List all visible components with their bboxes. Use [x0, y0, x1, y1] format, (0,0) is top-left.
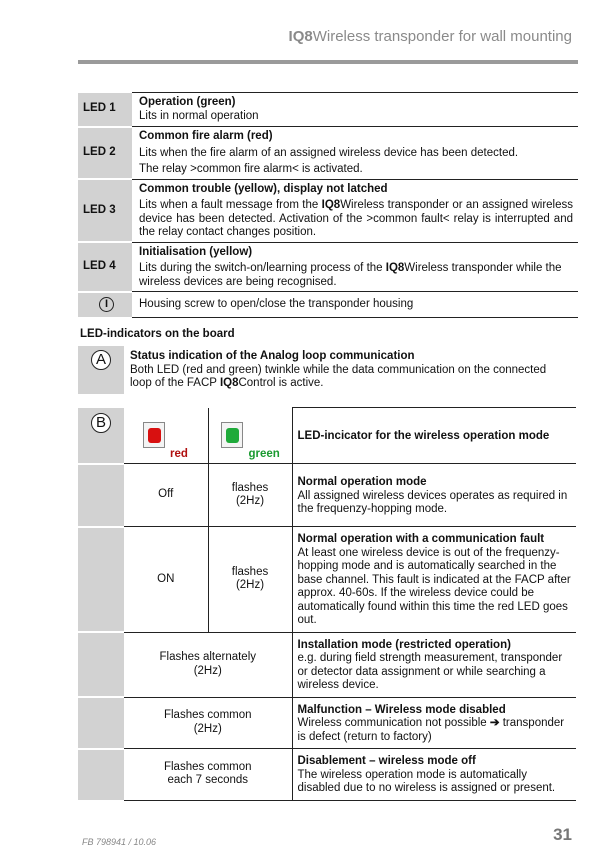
green-label: green — [248, 447, 280, 460]
mode-title: Installation mode (restricted operation) — [297, 638, 511, 651]
led-label: LED 3 — [78, 179, 132, 242]
led-title: Operation (green) — [139, 96, 236, 108]
mode-row — [78, 632, 576, 697]
led-desc: Lits in normal operation — [139, 109, 259, 122]
mode-desc: All assigned wireless devices operates as required in the frequenzy-hopping mode. — [297, 489, 568, 515]
red-led-icon — [143, 422, 165, 448]
led-row — [78, 179, 578, 242]
mode-header-text: LED-incicator for the wireless operation mode — [297, 429, 550, 442]
mode-row — [78, 464, 576, 527]
footer-doc-number: FB 798941 / 10.06 — [82, 837, 157, 847]
led-title: Common fire alarm (red) — [139, 130, 273, 142]
letter-b-icon: B — [91, 413, 111, 433]
header-product-rest: Wireless transponder for wall mounting — [312, 28, 572, 45]
mode-desc: At least one wireless device is out of the frequenzy-hopping mode and is automatically searched in the base channel. This fault is indicated at the FACP after approx. 40-60s. If the wireless device could be automatically found within this time the red LED goes out. — [297, 546, 571, 626]
box-a-title: Status indication of the Analog loop communication — [130, 350, 415, 362]
housing-row — [78, 292, 578, 318]
mode-title: Malfunction – Wireless mode disabled — [297, 703, 506, 716]
led-desc: Lits during the switch-on/learning process of the IQ8Wireless transponder while the wireless devices are being recognised. — [139, 262, 562, 288]
arrow-right-icon: ➔ — [489, 717, 500, 729]
red-led-header — [124, 408, 208, 464]
header-product-bold: IQ8 — [288, 28, 313, 45]
mode-row — [78, 749, 576, 801]
green-led-icon — [221, 422, 243, 448]
red-state: ON — [124, 527, 208, 633]
led-title: Initialisation (yellow) — [139, 245, 253, 258]
board-heading: LED-indicators on the board — [80, 328, 235, 340]
box-a-text — [130, 350, 570, 391]
green-state: flashes (2Hz) — [208, 464, 292, 527]
led-desc: Lits when the fire alarm of an assigned wireless device has been detected. — [139, 146, 519, 159]
led-desc: Lits when a fault message from the IQ8Wireless transponder or an assigned wireless device has been detected. Activation of the >common fault< relay is interrupted and the relay contact changes position. — [139, 199, 573, 238]
led-label: LED 1 — [78, 93, 132, 127]
mode-desc: e.g. during field strength measurement, transponder or detector data assignment or while searching a wireless device. — [297, 652, 563, 691]
box-a-marker — [78, 346, 124, 394]
mode-title: Normal operation mode — [297, 476, 427, 488]
mode-table — [78, 407, 576, 801]
green-state: flashes (2Hz) — [208, 527, 292, 633]
led-label: LED 4 — [78, 242, 132, 292]
mode-row — [78, 527, 576, 633]
led-row — [78, 127, 578, 180]
page-header — [289, 30, 572, 44]
green-led-header — [208, 408, 292, 464]
both-state: Flashes common each 7 seconds — [124, 749, 292, 801]
led-row — [78, 93, 578, 127]
letter-a-icon: A — [91, 350, 111, 370]
box-a-line: Both LED (red and green) twinkle while the data communication on the connected — [130, 363, 547, 376]
mode-header-row — [78, 408, 576, 464]
mode-row — [78, 697, 576, 749]
mode-desc: The wireless operation mode is automatically disabled due to no wireless is assigned or present. — [297, 768, 556, 794]
mode-title: Disablement – wireless mode off — [297, 755, 476, 767]
led-title: Common trouble (yellow), display not latched — [139, 182, 388, 195]
red-label: red — [170, 447, 188, 460]
page-number: 31 — [553, 825, 572, 844]
led-row — [78, 242, 578, 292]
box-a-line: loop of the FACP IQ8Control is active. — [130, 377, 324, 389]
red-state: Off — [124, 464, 208, 527]
mode-title: Normal operation with a communication fault — [297, 533, 545, 545]
both-state: Flashes alternately (2Hz) — [124, 632, 292, 697]
led-table — [78, 92, 578, 319]
housing-text: Housing screw to open/close the transponder housing — [132, 292, 578, 318]
housing-screw-icon: I — [99, 297, 114, 312]
header-rule — [78, 60, 578, 64]
led-label: LED 2 — [78, 127, 132, 180]
both-state: Flashes common (2Hz) — [124, 697, 292, 749]
led-desc: The relay >common fire alarm< is activated. — [139, 163, 363, 175]
mode-desc: Wireless communication not possible ➔ transponder is defect (return to factory) — [297, 717, 565, 743]
